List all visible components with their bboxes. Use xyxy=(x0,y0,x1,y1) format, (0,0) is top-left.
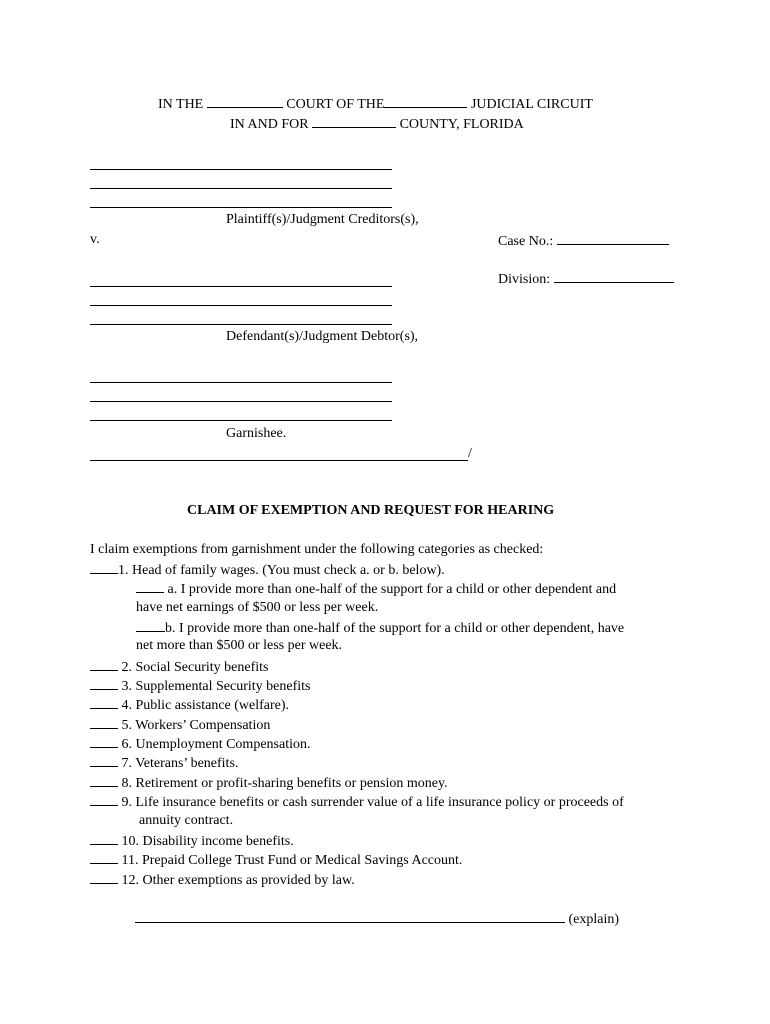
garnishee-name-line-3[interactable] xyxy=(90,420,392,421)
garnishee-name-line-1[interactable] xyxy=(90,382,392,383)
case-number-field xyxy=(498,231,669,251)
versus-text: v. xyxy=(90,232,100,247)
caption-closing-line xyxy=(90,460,468,461)
circuit-number-blank[interactable] xyxy=(384,94,467,108)
item-10-checkbox-blank[interactable] xyxy=(90,831,118,845)
court-caption-line1 xyxy=(158,94,593,114)
exemption-item-11 xyxy=(90,850,462,870)
item-12-text: 12. Other exemptions as provided by law. xyxy=(121,873,355,888)
division-field xyxy=(498,269,674,289)
in-the-text: IN THE xyxy=(158,97,204,112)
item-9-text-line1: 9. Life insurance benefits or cash surrender value of a life insurance policy or proceeds of xyxy=(121,795,624,810)
item-9-checkbox-blank[interactable] xyxy=(90,792,118,806)
exemption-item-4 xyxy=(90,695,289,715)
case-number-label: Case No.: xyxy=(498,234,554,249)
division-label: Division: xyxy=(498,272,551,287)
court-name-blank[interactable] xyxy=(207,94,283,108)
item-11-text: 11. Prepaid College Trust Fund or Medical Savings Account. xyxy=(121,853,463,868)
exemption-item-3 xyxy=(90,676,310,696)
explain-label: (explain) xyxy=(568,912,620,927)
county-florida-text: COUNTY, FLORIDA xyxy=(399,117,524,132)
defendant-name-line-2[interactable] xyxy=(90,305,392,306)
item-6-text: 6. Unemployment Compensation. xyxy=(121,737,311,752)
item-1b-checkbox-blank[interactable] xyxy=(136,618,165,632)
exemption-item-1b xyxy=(136,618,624,638)
defendant-name-line-3[interactable] xyxy=(90,324,392,325)
item-12-checkbox-blank[interactable] xyxy=(90,870,118,884)
item-3-text: 3. Supplemental Security benefits xyxy=(121,679,311,694)
item-1a-text-line2: have net earnings of $500 or less per week. xyxy=(136,600,379,615)
item-2-text: 2. Social Security benefits xyxy=(121,660,269,675)
item-1a-text-line1: a. I provide more than one-half of the support for a child or other dependent and xyxy=(167,582,617,597)
in-and-for-text: IN AND FOR xyxy=(230,117,309,132)
exemption-item-1 xyxy=(90,560,445,580)
county-name-blank[interactable] xyxy=(312,114,396,128)
item-1-text: 1. Head of family wages. (You must check a. or b. below). xyxy=(118,563,445,578)
item-11-checkbox-blank[interactable] xyxy=(90,850,118,864)
judicial-circuit-text: JUDICIAL CIRCUIT xyxy=(470,97,593,112)
exemption-item-9 xyxy=(90,792,624,812)
item-10-text: 10. Disability income benefits. xyxy=(121,834,294,849)
plaintiff-name-line-2[interactable] xyxy=(90,188,392,189)
exemption-item-6 xyxy=(90,734,310,754)
exemption-item-7 xyxy=(90,753,238,773)
division-blank[interactable] xyxy=(554,269,674,283)
item-4-checkbox-blank[interactable] xyxy=(90,695,118,709)
item-2-checkbox-blank[interactable] xyxy=(90,657,118,671)
garnishee-name-line-2[interactable] xyxy=(90,401,392,402)
item-5-checkbox-blank[interactable] xyxy=(90,715,118,729)
court-of-the-text: COURT OF THE xyxy=(286,97,385,112)
item-6-checkbox-blank[interactable] xyxy=(90,734,118,748)
form-title: CLAIM OF EXEMPTION AND REQUEST FOR HEARING xyxy=(187,503,555,518)
item-5-text: 5. Workers’ Compensation xyxy=(121,718,271,733)
item-4-text: 4. Public assistance (welfare). xyxy=(121,698,290,713)
exemption-item-5 xyxy=(90,715,270,735)
case-number-blank[interactable] xyxy=(557,231,669,245)
exemption-item-12 xyxy=(90,870,355,890)
explain-blank[interactable] xyxy=(135,909,565,923)
defendant-label: Defendant(s)/Judgment Debtor(s), xyxy=(226,329,419,344)
exemption-item-2 xyxy=(90,657,268,677)
garnishee-label: Garnishee. xyxy=(226,426,287,441)
caption-closing-slash: / xyxy=(468,446,472,461)
item-1-checkbox-blank[interactable] xyxy=(90,560,118,574)
item-3-checkbox-blank[interactable] xyxy=(90,676,118,690)
exemption-item-10 xyxy=(90,831,294,851)
item-1a-checkbox-blank[interactable] xyxy=(136,579,164,593)
exemption-item-1a xyxy=(136,579,616,599)
item-1b-text-line2: net more than $500 or less per week. xyxy=(136,638,343,653)
plaintiff-name-line-3[interactable] xyxy=(90,207,392,208)
court-caption-line2 xyxy=(230,114,524,134)
exemption-item-8 xyxy=(90,773,448,793)
explain-field xyxy=(135,909,619,929)
item-1b-text-line1: b. I provide more than one-half of the support for a child or other dependent, have xyxy=(165,621,625,636)
item-7-text: 7. Veterans’ benefits. xyxy=(121,756,239,771)
plaintiff-name-line-1[interactable] xyxy=(90,169,392,170)
plaintiff-label: Plaintiff(s)/Judgment Creditors(s), xyxy=(226,212,419,227)
item-8-text: 8. Retirement or profit-sharing benefits or pension money. xyxy=(121,776,448,791)
item-7-checkbox-blank[interactable] xyxy=(90,753,118,767)
defendant-name-line-1[interactable] xyxy=(90,286,392,287)
item-8-checkbox-blank[interactable] xyxy=(90,773,118,787)
item-9-text-line2: annuity contract. xyxy=(139,813,234,828)
intro-text: I claim exemptions from garnishment under the following categories as checked: xyxy=(90,542,544,557)
